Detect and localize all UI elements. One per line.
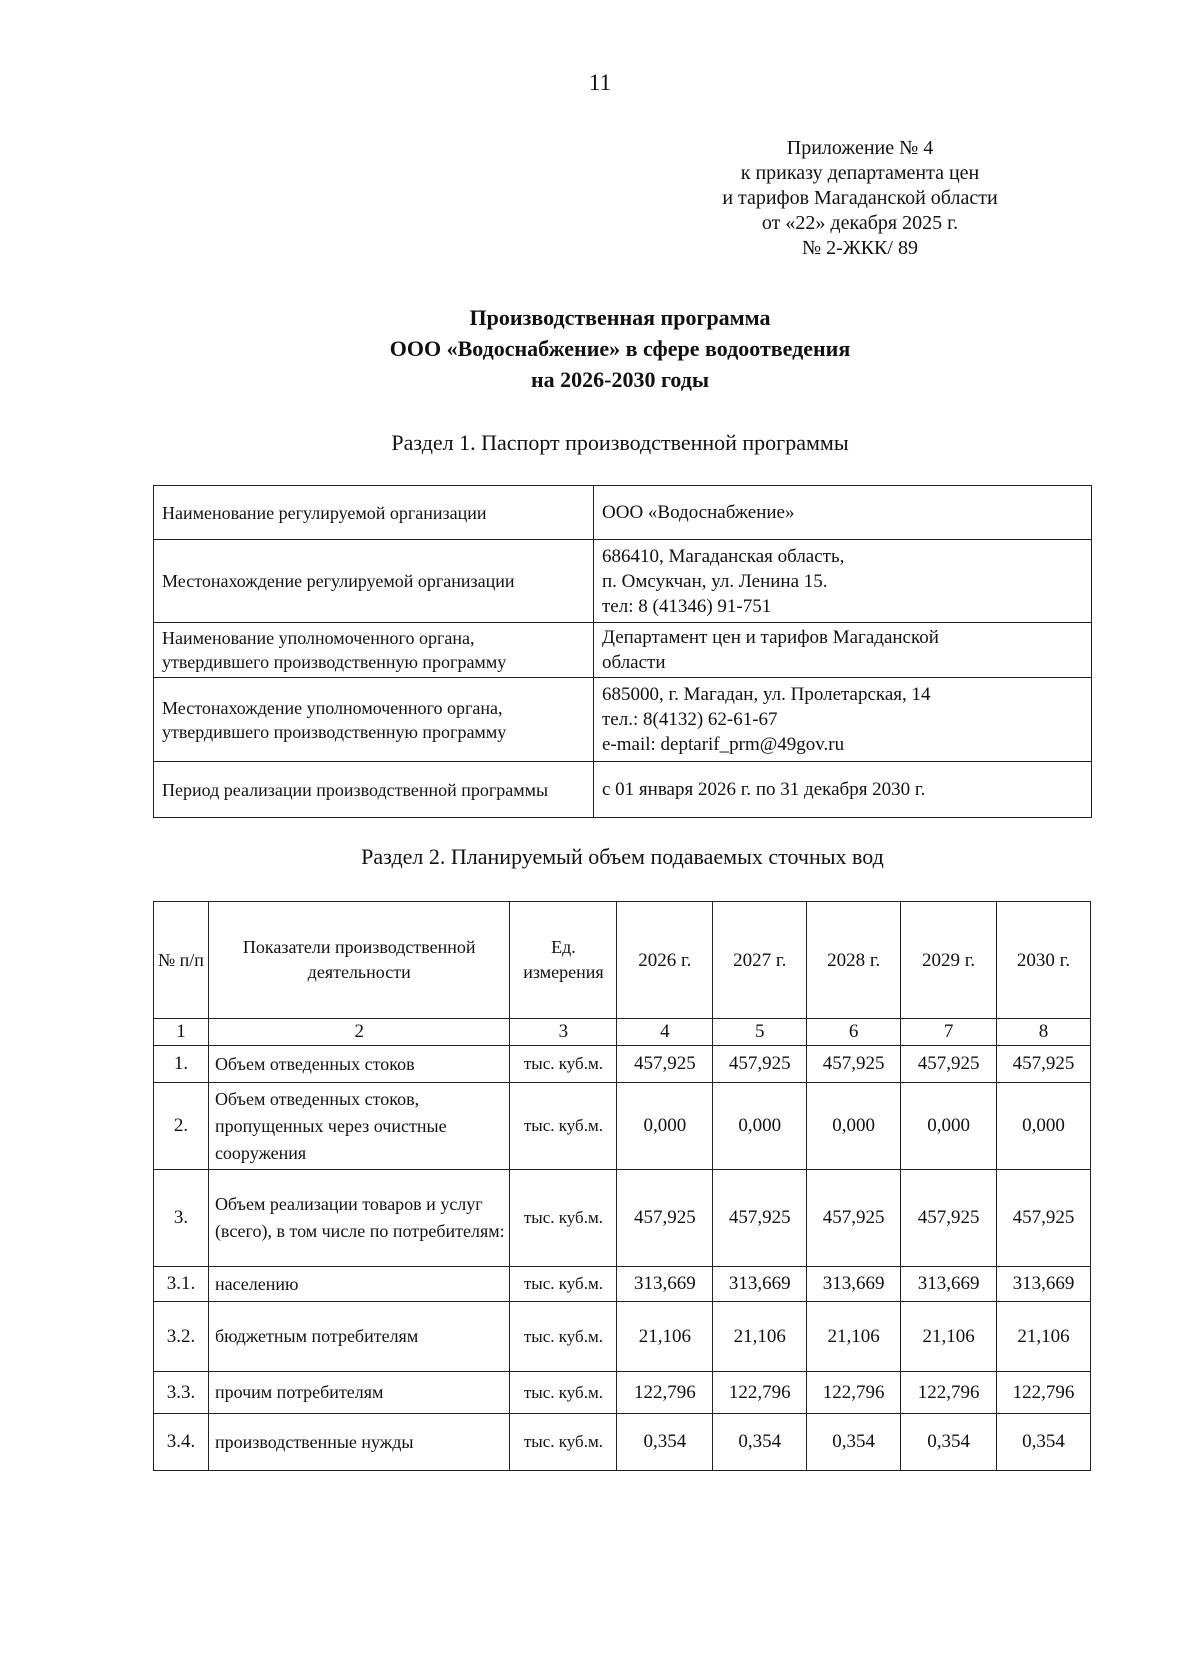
row-label: Период реализации производственной программы <box>154 762 594 818</box>
row-value: 313,669 <box>997 1267 1091 1302</box>
title-line: на 2026-2030 годы <box>530 367 710 392</box>
row-value: 0,000 <box>617 1083 713 1170</box>
value-line: 685000, г. Магадан, ул. Пролетарская, 14 <box>602 684 931 705</box>
row-unit: тыс. куб.м. <box>510 1083 617 1170</box>
row-name: производственные нужды <box>208 1414 510 1471</box>
appendix-block <box>640 136 1080 261</box>
row-value: 122,796 <box>997 1372 1091 1414</box>
page-number: 11 <box>588 70 612 95</box>
row-value: 122,796 <box>901 1372 997 1414</box>
appendix-line: к приказу департамента цен <box>740 162 980 184</box>
row-name: населению <box>208 1267 510 1302</box>
row-value: 21,106 <box>713 1302 807 1372</box>
row-value <box>594 762 1092 818</box>
column-header-year: 2030 г. <box>997 902 1091 1019</box>
appendix-line: и тарифов Магаданской области <box>722 187 998 209</box>
row-value <box>594 486 1092 540</box>
row-value: 21,106 <box>617 1302 713 1372</box>
row-value: 0,354 <box>617 1414 713 1471</box>
column-header-unit: Ед. измерения <box>510 902 617 1019</box>
table-row <box>154 1267 1091 1302</box>
row-name: прочим потребителям <box>208 1372 510 1414</box>
row-value: 0,354 <box>997 1414 1091 1471</box>
row-unit: тыс. куб.м. <box>510 1302 617 1372</box>
row-value <box>594 623 1092 678</box>
row-value: 122,796 <box>617 1372 713 1414</box>
table-row <box>154 1372 1091 1414</box>
column-number: 3 <box>510 1019 617 1046</box>
value-line: с 01 января 2026 г. по 31 декабря 2030 г. <box>602 779 926 800</box>
column-header-year: 2027 г. <box>713 902 807 1019</box>
row-unit: тыс. куб.м. <box>510 1170 617 1267</box>
row-num: 1. <box>154 1046 209 1083</box>
passport-table <box>153 485 1092 818</box>
value-line: 686410, Магаданская область, <box>602 545 845 567</box>
row-value: 457,925 <box>807 1046 901 1083</box>
value-line: тел.: 8(4132) 62-61-67 <box>602 709 778 730</box>
row-value: 0,000 <box>713 1083 807 1170</box>
row-num: 2. <box>154 1083 209 1170</box>
column-number: 8 <box>997 1019 1091 1046</box>
row-value: 457,925 <box>617 1170 713 1267</box>
row-label: Наименование регулируемой организации <box>154 486 594 540</box>
value-line: области <box>602 652 666 673</box>
row-value <box>594 540 1092 623</box>
row-value: 122,796 <box>807 1372 901 1414</box>
value-line: e-mail: deptarif_prm@49gov.ru <box>602 734 845 755</box>
row-value: 457,925 <box>997 1170 1091 1267</box>
section1-heading: Раздел 1. Паспорт производственной программы <box>391 430 849 455</box>
row-value: 313,669 <box>901 1267 997 1302</box>
row-value: 313,669 <box>713 1267 807 1302</box>
column-number-row <box>154 1019 1091 1046</box>
row-value: 313,669 <box>807 1267 901 1302</box>
row-value: 0,000 <box>901 1083 997 1170</box>
row-unit: тыс. куб.м. <box>510 1046 617 1083</box>
row-value: 457,925 <box>901 1046 997 1083</box>
column-number: 5 <box>713 1019 807 1046</box>
volume-table <box>153 901 1091 1471</box>
row-value: 0,354 <box>807 1414 901 1471</box>
row-value: 21,106 <box>997 1302 1091 1372</box>
table-row <box>154 762 1092 818</box>
row-value: 457,925 <box>901 1170 997 1267</box>
table-row <box>154 1170 1091 1267</box>
row-value <box>594 678 1092 762</box>
row-value: 21,106 <box>807 1302 901 1372</box>
row-num: 3.4. <box>154 1414 209 1471</box>
row-num: 3.1. <box>154 1267 209 1302</box>
section2-heading: Раздел 2. Планируемый объем подаваемых сточных вод <box>361 844 884 869</box>
column-header-year: 2028 г. <box>807 902 901 1019</box>
row-value: 457,925 <box>713 1170 807 1267</box>
row-value: 21,106 <box>901 1302 997 1372</box>
column-number: 6 <box>807 1019 901 1046</box>
column-header-num: № п/п <box>154 902 209 1019</box>
row-unit: тыс. куб.м. <box>510 1372 617 1414</box>
row-value: 457,925 <box>713 1046 807 1083</box>
row-num: 3. <box>154 1170 209 1267</box>
row-value: 457,925 <box>807 1170 901 1267</box>
title-line: Производственная программа <box>469 305 771 330</box>
value-line: ООО «Водоснабжение» <box>602 502 795 523</box>
row-label: Местонахождение регулируемой организации <box>154 540 594 623</box>
column-number: 2 <box>208 1019 510 1046</box>
row-value: 313,669 <box>617 1267 713 1302</box>
appendix-line: Приложение № 4 <box>786 137 934 159</box>
header-row <box>154 902 1091 1019</box>
column-number: 1 <box>154 1019 209 1046</box>
row-name: Объем отведенных стоков <box>208 1046 510 1083</box>
row-name: Объем реализации товаров и услуг (всего), в том числе по потребителям: <box>208 1170 510 1267</box>
row-unit: тыс. куб.м. <box>510 1267 617 1302</box>
column-header-year: 2026 г. <box>617 902 713 1019</box>
row-value: 0,354 <box>713 1414 807 1471</box>
appendix-line: от «22» декабря 2025 г. <box>761 212 959 234</box>
row-value: 0,354 <box>901 1414 997 1471</box>
table-row <box>154 678 1092 762</box>
table-row <box>154 623 1092 678</box>
table-row <box>154 540 1092 623</box>
column-number: 7 <box>901 1019 997 1046</box>
table-row <box>154 1046 1091 1083</box>
value-line: п. Омсукчан, ул. Ленина 15. <box>602 570 828 592</box>
row-label: Местонахождение уполномоченного органа, утвердившего производственную программу <box>154 678 594 762</box>
row-value: 122,796 <box>713 1372 807 1414</box>
row-label: Наименование уполномоченного органа, утвердившего производственную программу <box>154 623 594 678</box>
row-value: 457,925 <box>997 1046 1091 1083</box>
row-name: бюджетным потребителям <box>208 1302 510 1372</box>
column-header-year: 2029 г. <box>901 902 997 1019</box>
row-num: 3.3. <box>154 1372 209 1414</box>
table-row <box>154 1083 1091 1170</box>
value-line: Департамент цен и тарифов Магаданской <box>602 627 939 648</box>
row-value: 0,000 <box>997 1083 1091 1170</box>
column-header-name: Показатели производственной деятельности <box>208 902 510 1019</box>
title-line: ООО «Водоснабжение» в сфере водоотведения <box>389 336 851 361</box>
column-number: 4 <box>617 1019 713 1046</box>
row-value: 0,000 <box>807 1083 901 1170</box>
table-row <box>154 486 1092 540</box>
table-row <box>154 1302 1091 1372</box>
document-title <box>0 302 1200 395</box>
appendix-line: № 2-ЖКК/ 89 <box>802 237 918 259</box>
row-name: Объем отведенных стоков, пропущенных через очистные сооружения <box>208 1083 510 1170</box>
value-line: тел: 8 (41346) 91-751 <box>602 595 772 617</box>
table-row <box>154 1414 1091 1471</box>
row-num: 3.2. <box>154 1302 209 1372</box>
row-value: 457,925 <box>617 1046 713 1083</box>
row-unit: тыс. куб.м. <box>510 1414 617 1471</box>
